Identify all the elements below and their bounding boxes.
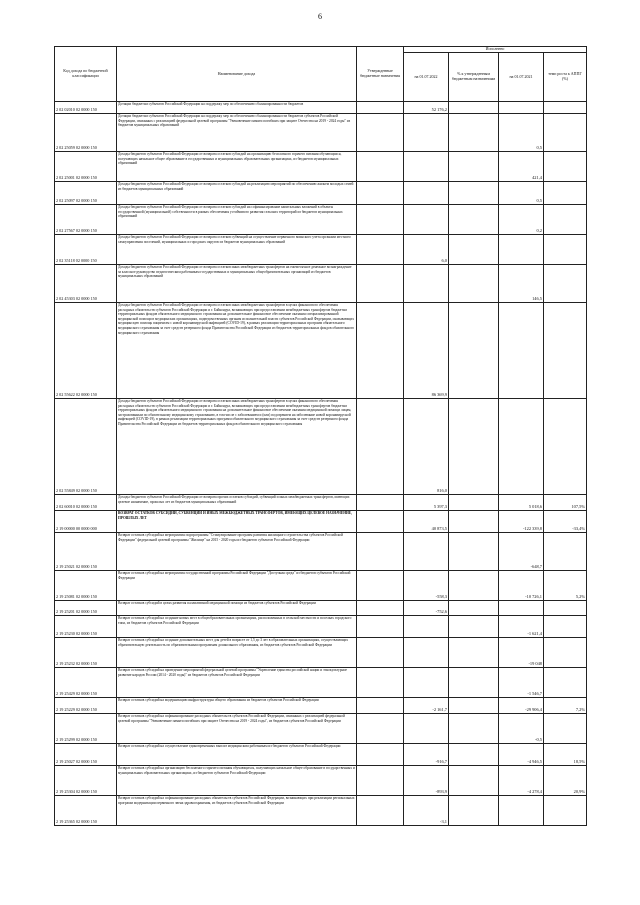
row-executed-2022: -3,1 — [404, 796, 449, 826]
row-percent — [449, 102, 499, 114]
row-approved — [357, 152, 404, 182]
row-growth — [544, 638, 587, 668]
row-growth — [544, 152, 587, 182]
row-growth — [544, 303, 587, 399]
row-percent — [449, 744, 499, 766]
row-executed-2022: 5 397,3 — [404, 495, 449, 511]
table-row — [55, 205, 587, 235]
row-approved — [357, 601, 404, 616]
row-executed-2022 — [404, 616, 449, 638]
row-name: Дотации бюджетам субъектов Российской Федерации на поддержку мер по обеспечению сбалансированности бюджетов — [117, 102, 357, 114]
row-percent — [449, 303, 499, 399]
row-executed-2021: 0,5 — [499, 114, 544, 152]
row-executed-2022 — [404, 714, 449, 744]
row-growth: -33,4% — [544, 511, 587, 533]
row-percent — [449, 495, 499, 511]
row-executed-2021: -648,7 — [499, 533, 544, 571]
row-executed-2022: -558,3 — [404, 571, 449, 601]
row-percent — [449, 601, 499, 616]
row-executed-2022: -2 161,7 — [404, 698, 449, 714]
row-approved — [357, 571, 404, 601]
header-date-2021: на 01.07.2021 — [499, 53, 544, 102]
table-row — [55, 114, 587, 152]
row-percent — [449, 235, 499, 265]
row-executed-2021 — [499, 601, 544, 616]
row-name: Доходы бюджетов субъектов Российской Федерации от возврата прочих остатков субсидий, субвенций и иных межбюджетных трансфертов, имеющих целевое назначение, прошлых лет из бюджетов муниципальных образований — [117, 495, 357, 511]
row-approved — [357, 303, 404, 399]
row-growth — [544, 102, 587, 114]
row-code: 2 19 25299 02 0000 150 — [55, 714, 117, 744]
row-growth: 18,5% — [544, 744, 587, 766]
row-executed-2021: 0,2 — [499, 205, 544, 235]
row-code: 2 02 25001 02 0000 150 — [55, 152, 117, 182]
row-growth — [544, 114, 587, 152]
header-growth: темп роста к АППГ (%) — [544, 53, 587, 102]
row-growth: 107,5% — [544, 495, 587, 511]
row-executed-2021: -4 278,4 — [499, 766, 544, 796]
header-code: Код дохода по бюджетной классификации — [55, 47, 117, 102]
row-executed-2021: -19 048 — [499, 638, 544, 668]
header-percent: % к утвержденным бюджетным назначениям — [449, 53, 499, 102]
row-growth — [544, 714, 587, 744]
row-approved — [357, 796, 404, 826]
row-executed-2021: -0,5 — [499, 714, 544, 744]
row-code: 2 19 25229 02 0000 150 — [55, 698, 117, 714]
row-approved — [357, 399, 404, 495]
row-growth — [544, 616, 587, 638]
row-executed-2022 — [404, 114, 449, 152]
row-growth — [544, 265, 587, 303]
row-code: 2 02 27567 02 0000 150 — [55, 205, 117, 235]
row-approved — [357, 495, 404, 511]
row-approved — [357, 698, 404, 714]
table-row — [55, 235, 587, 265]
row-percent — [449, 796, 499, 826]
table-row — [55, 511, 587, 533]
row-percent — [449, 205, 499, 235]
row-code: 2 19 25232 02 0000 150 — [55, 638, 117, 668]
row-percent — [449, 533, 499, 571]
row-code: 2 02 55849 02 0000 150 — [55, 399, 117, 495]
row-approved — [357, 265, 404, 303]
row-name: ВОЗВРАТ ОСТАТКОВ СУБСИДИЙ, СУБВЕНЦИЙ И ИНЫХ МЕЖБЮДЖЕТНЫХ ТРАНСФЕРТОВ, ИМЕЮЩИХ ЦЕЛЕВОЕ НАЗНАЧЕНИЕ, ПРОШЛЫХ ЛЕТ — [117, 511, 357, 533]
row-name: Доходы бюджетов субъектов Российской Федерации от возврата остатков иных межбюджетных трансфертов в целях финансового обеспечения расходных обязательств субъектов Российской Федерации и г. Байконура, возникающих при предоставлении межбюджетных трансфертов бюджетам территориальных фондов обязательного медицинского страхования на дополнительное финансовое обеспечение оказания медицинской помощи лицам, застрахованным по обязательному медицинскому страхованию, в том числе с заболеванием и (или) подозрением на заболевание новой коронавирусной инфекцией (COVID-19), в рамках реализации территориальных программ обязательного медицинского страхования за счет средств резервного фонда Правительства Российской Федерации из бюджетов территориальных фондов обязательного медицинского страхования — [117, 399, 357, 495]
row-approved — [357, 102, 404, 114]
row-executed-2021 — [499, 235, 544, 265]
row-percent — [449, 152, 499, 182]
row-executed-2021 — [499, 399, 544, 495]
row-code: 2 19 25429 02 0000 150 — [55, 668, 117, 698]
row-executed-2021: -29 906,4 — [499, 698, 544, 714]
row-growth — [544, 533, 587, 571]
row-percent — [449, 698, 499, 714]
table-row — [55, 668, 587, 698]
table-row — [55, 698, 587, 714]
row-code: 2 19 25365 02 0000 150 — [55, 796, 117, 826]
row-code: 2 02 02010 02 0000 150 — [55, 102, 117, 114]
table-row — [55, 766, 587, 796]
row-approved — [357, 235, 404, 265]
row-percent — [449, 668, 499, 698]
row-executed-2021: -10 726,1 — [499, 571, 544, 601]
row-growth — [544, 399, 587, 495]
row-executed-2021 — [499, 303, 544, 399]
row-name: Доходы бюджетов субъектов Российской Федерации от возврата остатков иных межбюджетных трансфертов на ежемесячное денежное вознаграждение за классное руководство педагогическим работникам государственных и муниципальных общеобразовательных организаций из бюджетов муниципальных образований — [117, 265, 357, 303]
row-executed-2021: 0,5 — [499, 182, 544, 205]
row-code: 2 19 25201 02 0000 150 — [55, 601, 117, 616]
row-executed-2021: -1 546,7 — [499, 668, 544, 698]
table-row — [55, 533, 587, 571]
row-name: Возврат остатков субсидий в целях развития паллиативной медицинской помощи из бюджетов субъектов Российской Федерации — [117, 601, 357, 616]
row-growth: 20,9% — [544, 766, 587, 796]
row-growth — [544, 601, 587, 616]
row-executed-2022 — [404, 182, 449, 205]
row-approved — [357, 511, 404, 533]
row-code: 2 19 25021 02 0000 150 — [55, 533, 117, 571]
row-executed-2022: -752,6 — [404, 601, 449, 616]
row-code: 2 02 25059 02 0000 150 — [55, 114, 117, 152]
row-approved — [357, 668, 404, 698]
row-code: 2 19 00000 00 0000 000 — [55, 511, 117, 533]
row-executed-2021 — [499, 796, 544, 826]
row-code: 2 02 25097 02 0000 150 — [55, 182, 117, 205]
row-approved — [357, 616, 404, 638]
table-row — [55, 102, 587, 114]
row-approved — [357, 114, 404, 152]
row-executed-2022: 40 873,5 — [404, 511, 449, 533]
row-growth — [544, 182, 587, 205]
row-percent — [449, 265, 499, 303]
table-row — [55, 796, 587, 826]
row-executed-2022: -893,9 — [404, 766, 449, 796]
row-executed-2022 — [404, 638, 449, 668]
table-row — [55, 714, 587, 744]
row-name: Возврат остатков субсидий на осуществление единовременных выплат медицинским работникам из бюджетов субъектов Российской Федерации — [117, 744, 357, 766]
row-executed-2022 — [404, 152, 449, 182]
row-name: Доходы бюджетов субъектов Российской Федерации от возврата остатков иных межбюджетных трансфертов в целях финансового обеспечения расходных обязательств субъектов Российской Федерации и г. Байконура, возникающих при предоставлении межбюджетных трансфертов бюджетам территориальных фондов обязательного медицинского страхования на дополнительное финансовое обеспечение оказания специализированной медицинской помощи в медицинских организациях, подведомственных органам исполнительной власти субъектов Российской Федерации, оказывающих медицинскую помощь пациентам с новой коронавирусной инфекцией (COVID-19), в рамках реализации территориальных программ обязательного медицинского страхования за счет средств резервного фонда Правительства Российской Федерации из бюджетов территориальных фондов обязательного медицинского страхования — [117, 303, 357, 399]
row-executed-2022 — [404, 533, 449, 571]
row-percent — [449, 571, 499, 601]
table-row — [55, 601, 587, 616]
row-name: Возврат остатков субсидий на модернизацию инфраструктуры общего образования из бюджетов субъектов Российской Федерации — [117, 698, 357, 714]
row-approved — [357, 533, 404, 571]
row-executed-2021 — [499, 102, 544, 114]
row-name: Доходы бюджетов субъектов Российской Федерации от возврата остатков субсидий на реализацию мероприятий по обеспечению жильем молодых семей из бюджетов муниципальных образований — [117, 182, 357, 205]
row-percent — [449, 114, 499, 152]
table-row — [55, 638, 587, 668]
row-approved — [357, 766, 404, 796]
row-executed-2022 — [404, 205, 449, 235]
revenue-table — [54, 46, 587, 826]
row-executed-2022: 52 176,2 — [404, 102, 449, 114]
table-row — [55, 616, 587, 638]
row-approved — [357, 638, 404, 668]
table-row — [55, 265, 587, 303]
row-percent — [449, 511, 499, 533]
table-row — [55, 152, 587, 182]
row-percent — [449, 399, 499, 495]
row-executed-2022: 86 369,9 — [404, 303, 449, 399]
row-code: 2 19 25081 02 0000 150 — [55, 571, 117, 601]
row-name: Доходы бюджетов субъектов Российской Федерации от возврата остатков субсидий на организацию бесплатного горячего питания обучающихся, получающих начальное общее образование в государственных и муниципальных образовательных организациях, из бюджетов муниципальных образований — [117, 152, 357, 182]
row-growth — [544, 668, 587, 698]
header-date-2022: на 01.07.2022 — [404, 53, 449, 102]
row-growth — [544, 796, 587, 826]
row-name: Возврат остатков субсидий на создание новых мест в общеобразовательных организациях, расположенных в сельской местности и поселках городского типа, из бюджетов субъектов Российской Федерации — [117, 616, 357, 638]
table-body — [55, 102, 587, 826]
row-approved — [357, 714, 404, 744]
row-name: Возврат остатков субсидий на софинансирование расходных обязательств субъектов Российской Федерации, возникающих при реализации региональных программ модернизации первичного звена здравоохранения, из бюджетов субъектов Российской Федерации — [117, 796, 357, 826]
row-name: Доходы бюджетов субъектов Российской Федерации от возврата остатков субсидий на софинансирование капитальных вложений в объекты государственной (муниципальной) собственности в рамках обеспечения устойчивого развития сельских территорий из бюджетов муниципальных образований — [117, 205, 357, 235]
row-name: Возврат остатков субсидий на мероприятия подпрограммы "Стимулирование программ развития жилищного строительства субъектов Российской Федерации" федеральной целевой программы "Жилище" на 2015 - 2020 годы из бюджетов субъектов Российской Федерации — [117, 533, 357, 571]
row-name: Возврат остатков субсидий на проведение мероприятий федеральной целевой программы "Укрепление единства российской нации и этнокультурное развитие народов России (2014 - 2020 годы)" из бюджетов субъектов Российской Федерации — [117, 668, 357, 698]
page-number: 6 — [318, 12, 322, 21]
row-executed-2021: 5 018,6 — [499, 495, 544, 511]
table-row — [55, 399, 587, 495]
row-executed-2021: -1 621,4 — [499, 616, 544, 638]
row-executed-2021: -4 946,5 — [499, 744, 544, 766]
row-code: 2 02 60010 02 0000 150 — [55, 495, 117, 511]
header-approved: Утвержденные бюджетные назначения — [357, 47, 404, 102]
header-executed: Исполнено — [404, 47, 587, 53]
row-percent — [449, 766, 499, 796]
row-code: 2 02 55622 02 0000 150 — [55, 303, 117, 399]
table-row — [55, 303, 587, 399]
row-name: Дотации бюджетам субъектов Российской Федерации на поддержку мер по обеспечению сбалансированности бюджетов субъектов Российской Федерации, связанных с реализацией федеральной целевой программы "Увековечение памяти погибших при защите Отечества на 2019 - 2024 годы" из бюджетов муниципальных образований — [117, 114, 357, 152]
row-growth: 7,2% — [544, 698, 587, 714]
row-approved — [357, 744, 404, 766]
row-percent — [449, 616, 499, 638]
row-percent — [449, 638, 499, 668]
row-name: Доходы бюджетов субъектов Российской Федерации от возврата остатков субвенций на осуществление первичного воинского учета органами местного самоуправления поселений, муниципальных и городских округов из бюджетов муниципальных образований — [117, 235, 357, 265]
row-growth — [544, 205, 587, 235]
table-row — [55, 744, 587, 766]
row-name: Возврат остатков субсидий на мероприятия государственной программы Российской Федерации "Доступная среда" из бюджетов субъектов Российской Федерации — [117, 571, 357, 601]
header-name: Наименование дохода — [117, 47, 357, 102]
row-name: Возврат остатков субсидий на создание дополнительных мест для детей в возрасте от 1,5 до 3 лет в образовательных организациях, осуществляющих образовательную деятельность по образовательным программам дошкольного образования, из бюджетов субъектов Российской Федерации — [117, 638, 357, 668]
row-executed-2022: -916,7 — [404, 744, 449, 766]
row-approved — [357, 182, 404, 205]
row-executed-2022 — [404, 265, 449, 303]
table-row — [55, 571, 587, 601]
row-code: 2 02 35118 02 0000 150 — [55, 235, 117, 265]
row-executed-2021: -122 339,8 — [499, 511, 544, 533]
row-executed-2021: 421,4 — [499, 152, 544, 182]
row-code: 2 19 25027 02 0000 150 — [55, 744, 117, 766]
row-code: 2 19 25304 02 0000 150 — [55, 766, 117, 796]
row-executed-2021: 146,5 — [499, 265, 544, 303]
row-growth: 5,2% — [544, 571, 587, 601]
row-name: Возврат остатков субсидий на софинансирование расходных обязательств субъектов Российской Федерации, связанных с реализацией федеральной целевой программы "Увековечение памяти погибших при защите Отечества на 2019 - 2024 годы", из бюджетов субъектов Российской Федерации — [117, 714, 357, 744]
row-executed-2022 — [404, 668, 449, 698]
row-executed-2022: 816,0 — [404, 399, 449, 495]
row-percent — [449, 182, 499, 205]
table-row — [55, 182, 587, 205]
row-growth — [544, 235, 587, 265]
row-executed-2022: 6,0 — [404, 235, 449, 265]
row-percent — [449, 714, 499, 744]
row-name: Возврат остатков субсидий на организацию бесплатного горячего питания обучающихся, получающих начальное общее образование в государственных и муниципальных образовательных организациях, из бюджетов субъектов Российской Федерации — [117, 766, 357, 796]
table-row — [55, 495, 587, 511]
row-code: 2 02 45303 02 0000 150 — [55, 265, 117, 303]
row-approved — [357, 205, 404, 235]
row-code: 2 19 25230 02 0000 150 — [55, 616, 117, 638]
